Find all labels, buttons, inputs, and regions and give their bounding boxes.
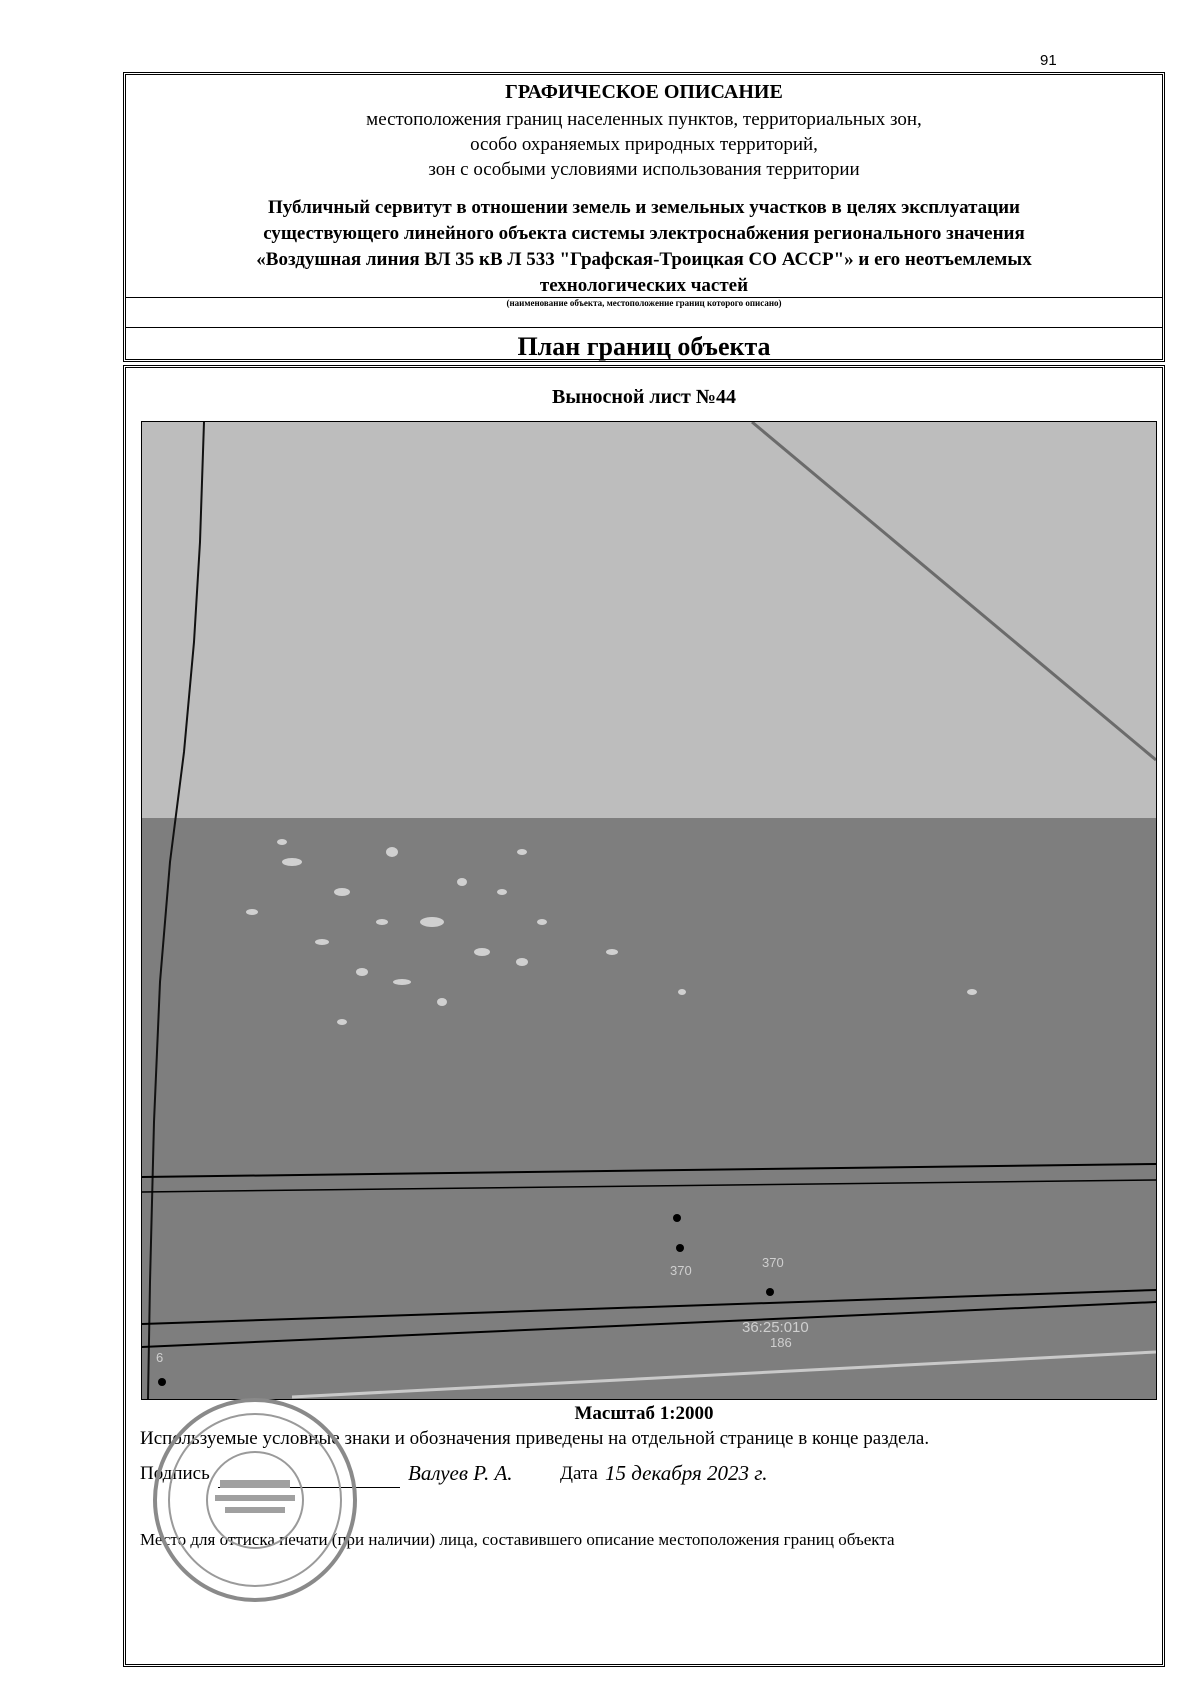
object-line: «Воздушная линия ВЛ 35 кВ Л 533 "Графская-Троицкая СО АССР"» и его неотъемлемых (256, 249, 1032, 270)
object-line: технологических частей (539, 275, 749, 296)
signature-date: 15 декабря 2023 г. (605, 1461, 768, 1485)
header-frame (123, 72, 1165, 362)
point-marker (673, 1214, 681, 1222)
page-number: 91 (1040, 52, 1057, 69)
stamp-seal (150, 1395, 360, 1605)
object-line: существующего линейного объекта системы электроснабжения регионального значения (263, 223, 1025, 244)
divider (126, 327, 1162, 328)
map-drawing (142, 422, 1156, 1399)
scale-label: Масштаб 1:2000 (574, 1403, 714, 1424)
map-image (141, 421, 1157, 1400)
upper-zone (142, 422, 1156, 818)
subtitle-line: особо охраняемых природных территорий, (470, 134, 818, 155)
signer-name: Валуев Р. А. (408, 1461, 513, 1485)
map-label: 186 (770, 1335, 792, 1350)
document-subtitle (126, 107, 1162, 182)
sheet-title: Выносной лист №44 (552, 386, 736, 408)
map-label: 6 (156, 1350, 164, 1365)
subtitle-line: местоположения границ населенных пунктов, территориальных зон, (366, 109, 922, 130)
legend-note: Используемые условные знаки и обозначения приведены на отдельной странице в конце раздела. (140, 1428, 930, 1449)
lower-zone (142, 818, 1156, 1399)
point-marker (158, 1378, 166, 1386)
seal-note: Место для оттиска печати (при наличии) лица, составившего описание местоположения границ объекта (140, 1530, 895, 1549)
object-line: Публичный сервитут в отношении земель и земельных участков в целях эксплуатации (268, 197, 1020, 218)
object-caption: (наименование объекта, местоположение границ которого описано) (506, 298, 782, 308)
document-title: ГРАФИЧЕСКОЕ ОПИСАНИЕ (505, 81, 783, 103)
map-label: 36:25:010 (742, 1319, 809, 1336)
point-marker (766, 1288, 774, 1296)
signature-label: Подпись (140, 1463, 210, 1484)
subtitle-line: зон с особыми условиями использования территории (428, 159, 860, 180)
plan-title: План границ объекта (517, 332, 771, 361)
point-marker (676, 1244, 684, 1252)
object-name (156, 195, 1132, 299)
date-label: Дата (560, 1463, 598, 1484)
map-label: 370 (762, 1255, 784, 1270)
map-label: 370 (670, 1263, 692, 1278)
